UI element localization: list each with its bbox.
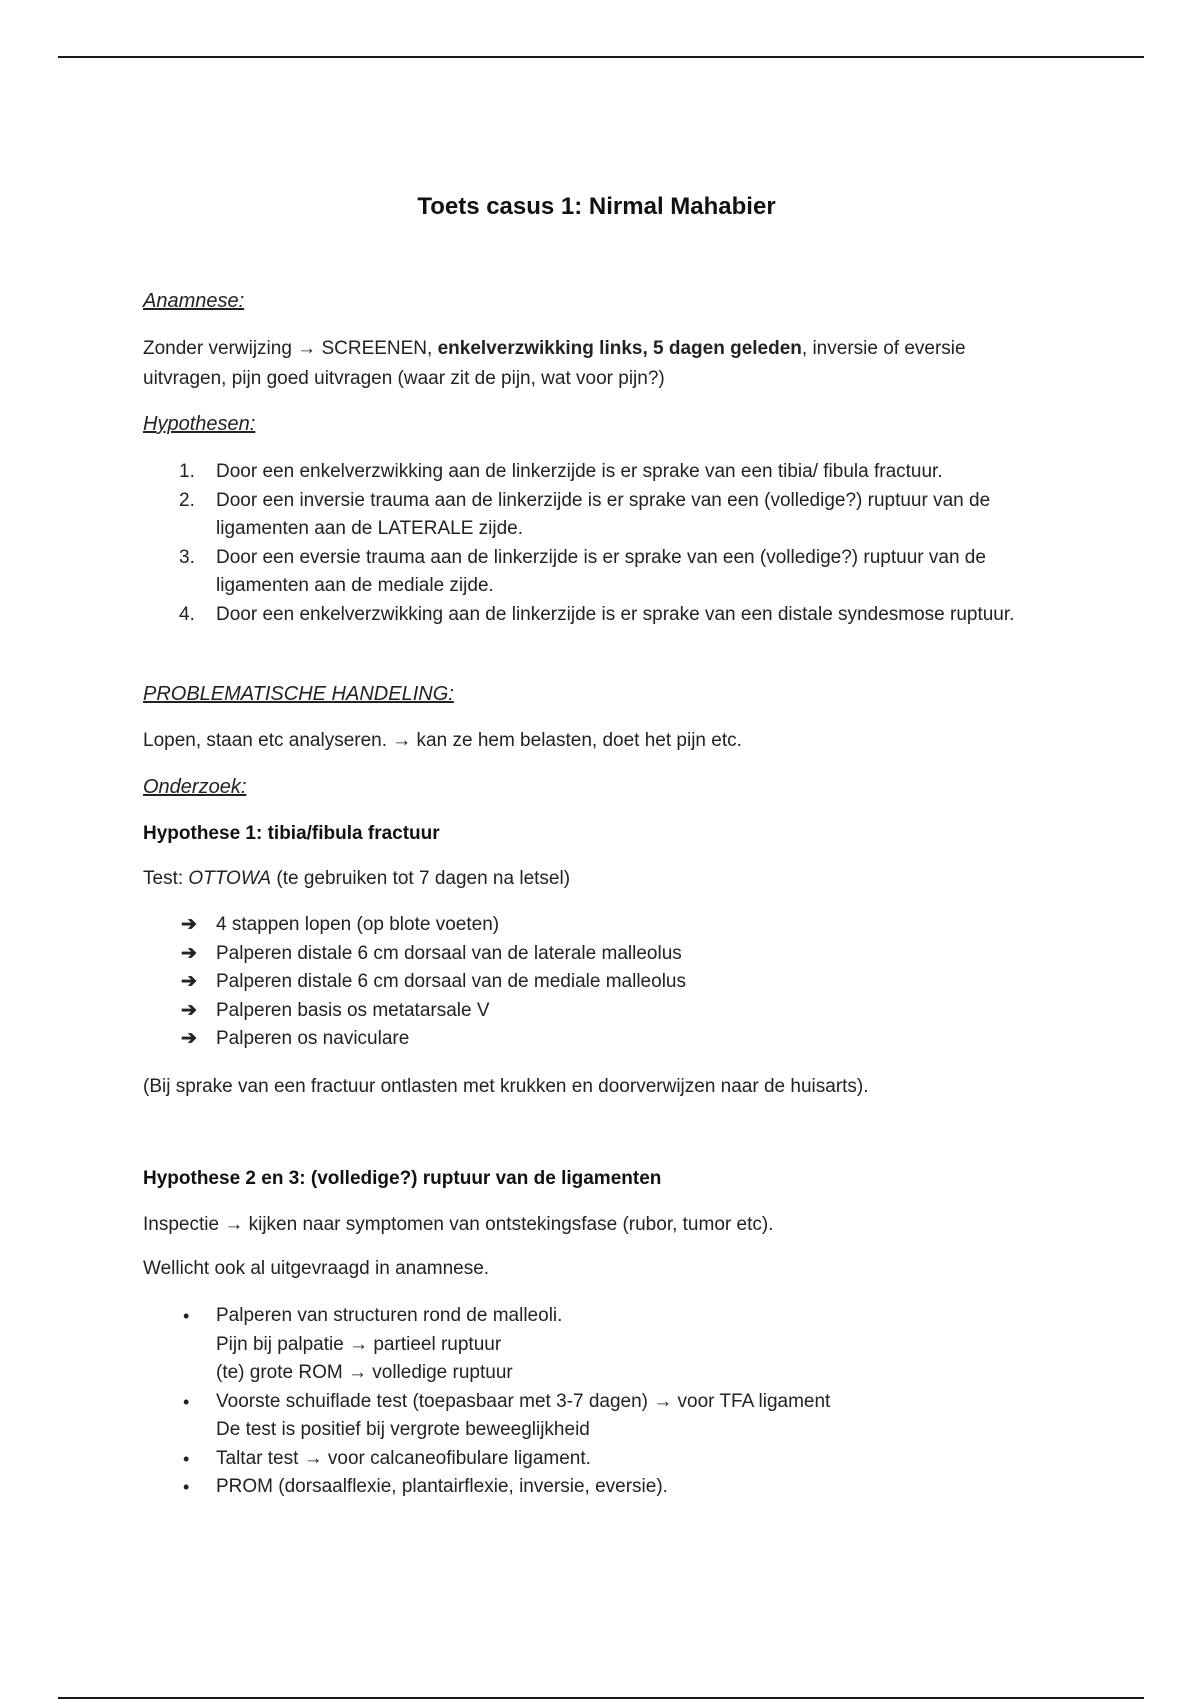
arrow-icon: ➔ [181,999,197,1021]
arrow-icon: ➔ [181,914,197,935]
ottowa-item-text: Palperen distale 6 cm dorsaal van de mediale malleolus [216,971,686,992]
ottowa-list [143,911,1050,1054]
document-title: Toets casus 1: Nirmal Mahabier [417,193,776,220]
hypothese-item [143,487,1050,544]
arrow-icon: ➔ [181,942,197,964]
ligamenten-line: Pijn bij palpatie → partieel ruptuur [216,1333,502,1355]
ligamenten-line: (te) grote ROM → volledige ruptuur [216,1362,513,1383]
hypothese-item [143,601,1050,630]
ligamenten-line: Palperen van structuren rond de malleoli. [216,1305,563,1326]
hypothese-text: Door een enkelverzwikking aan de linkerzijde is er sprake van een distale syndesmose ruptuur. [216,603,1015,625]
bullet-icon: • [183,1477,190,1497]
onderzoek-heading: Onderzoek: [143,776,247,798]
ottowa-item [143,997,1050,1026]
ottowa-item-text: 4 stappen lopen (op blote voeten) [216,914,500,935]
ligamenten-item [143,1302,1050,1388]
ottowa-item-text: Palperen basis os metatarsale V [216,999,490,1021]
ottowa-item-text: Palperen os naviculare [216,1028,410,1049]
list-number: 2. [179,489,195,511]
footer-rule [58,1697,1144,1699]
problematische-text: Lopen, staan etc analyseren. → kan ze hem belasten, doet het pijn etc. [143,730,742,751]
anamnese-text [143,334,1050,394]
ligamenten-item [143,1388,1050,1445]
hypothese-1-heading: Hypothese 1: tibia/fibula fractuur [143,823,440,844]
ottowa-item [143,911,1050,940]
anamnese-text-a: Zonder verwijzing → SCREENEN, [143,338,438,359]
test-label: Test: [143,868,189,889]
ligamenten-line: Voorste schuiflade test (toepasbaar met 3-7 dagen) → voor TFA ligament [216,1390,831,1412]
ottowa-item-text: Palperen distale 6 cm dorsaal van de laterale malleolus [216,942,682,964]
hypothese-text: Door een eversie trauma aan de linkerzijde is er sprake van een (volledige?) ruptuur van de ligamenten aan de mediale zijde. [216,546,986,596]
list-number: 1. [179,461,195,482]
test-name: OTTOWA [188,868,272,889]
ottowa-item [143,940,1050,969]
hypothese-item [143,544,1050,601]
inspectie-text: Inspectie → kijken naar symptomen van ontstekingsfase (rubor, tumor etc). [143,1214,774,1235]
ligamenten-list [143,1302,1050,1502]
list-number: 4. [179,603,195,625]
ligamenten-line: PROM (dorsaalflexie, plantairflexie, inversie, eversie). [216,1476,668,1497]
hypothese-text: Door een enkelverzwikking aan de linkerzijde is er sprake van een tibia/ fibula fractuur. [216,461,943,482]
anamnese-text-b: , inversie of eversie uitvragen, pijn goed uitvragen (waar zit de pijn, wat voor pijn?) [143,338,966,389]
ligamenten-item [143,1445,1050,1474]
ligamenten-line: De test is positief bij vergrote beweeglijkheid [216,1419,590,1440]
header-rule [58,56,1144,58]
ottowa-test [143,864,1050,894]
list-number: 3. [179,546,195,568]
bullet-icon: • [183,1391,190,1412]
ligamenten-line: Taltar test → voor calcaneofibulare ligament. [216,1447,591,1469]
problematische-heading: PROBLEMATISCHE HANDELING: [143,683,454,705]
anamnese-heading: Anamnese: [143,290,245,312]
bullet-icon: • [183,1306,190,1326]
hypothesen-list [143,458,1050,629]
ottowa-item [143,1025,1050,1054]
hypothesen-heading: Hypothesen: [143,413,256,435]
ligamenten-item [143,1473,1050,1502]
arrow-icon: ➔ [181,971,197,992]
fractuur-note: (Bij sprake van een fractuur ontlasten met krukken en doorverwijzen naar de huisarts). [143,1076,869,1097]
hypothese-text: Door een inversie trauma aan de linkerzijde is er sprake van een (volledige?) ruptuur van de ligamenten aan de LATERALE zijde. [216,489,991,539]
wellicht-text: Wellicht ook al uitgevraagd in anamnese. [143,1258,490,1279]
ottowa-item [143,968,1050,997]
anamnese-text-bold: enkelverzwikking links, 5 dagen geleden [437,338,802,359]
arrow-icon: ➔ [181,1028,197,1049]
bullet-icon: • [183,1448,190,1469]
hypothese-2-3-heading: Hypothese 2 en 3: (volledige?) ruptuur van de ligamenten [143,1168,662,1189]
hypothese-item [143,458,1050,487]
test-note: (te gebruiken tot 7 dagen na letsel) [271,868,571,889]
